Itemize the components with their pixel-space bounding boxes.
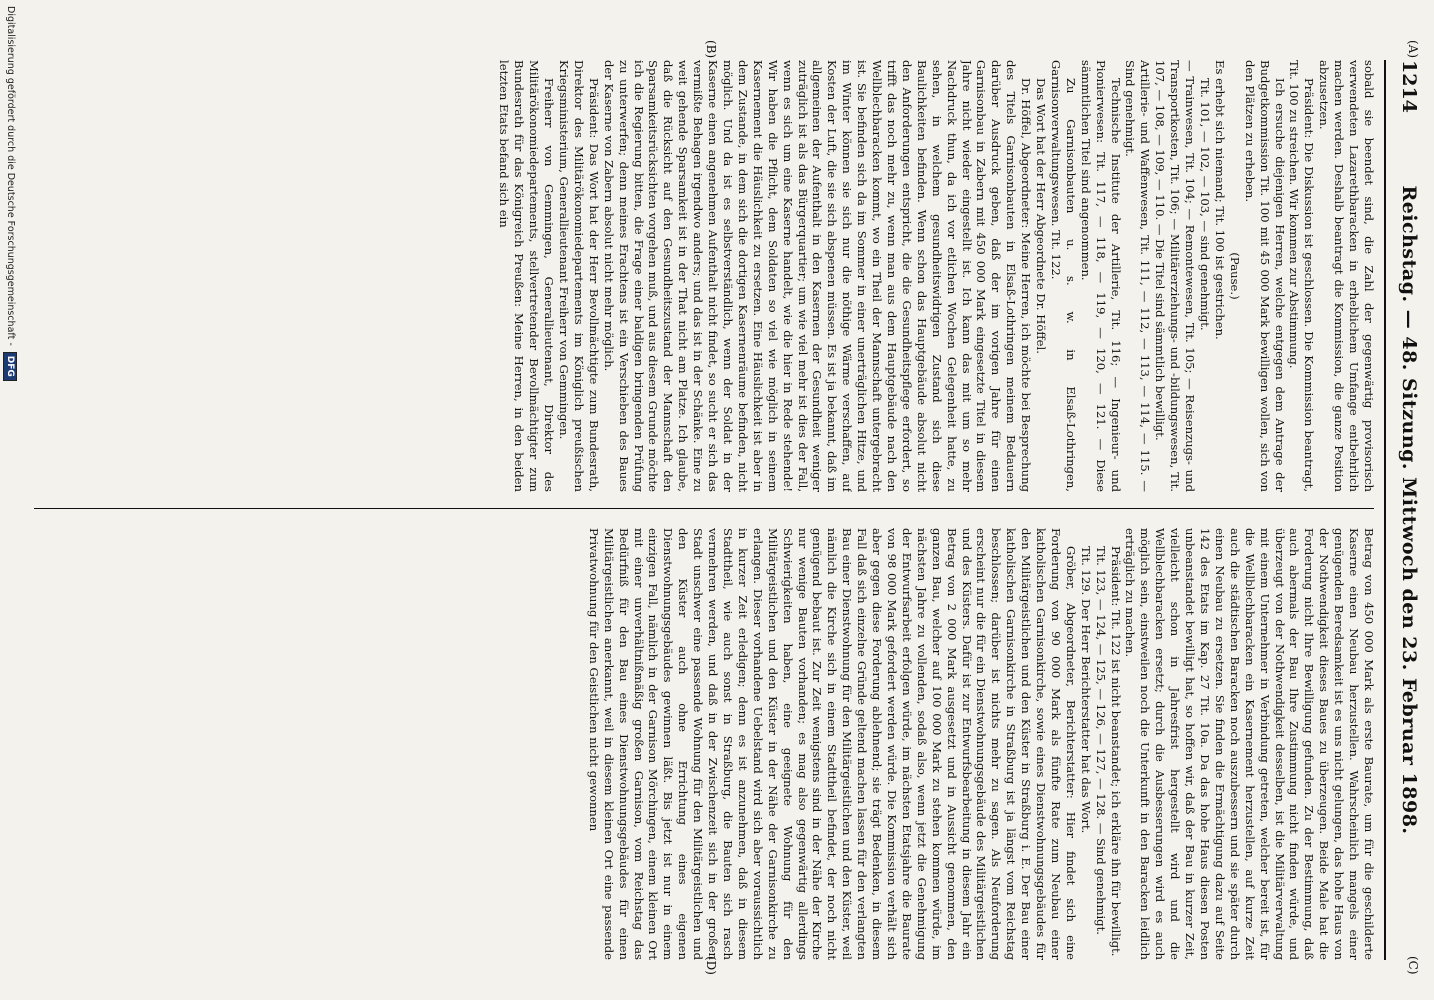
paragraph: Präsident: Das Wort hat der Herr Bevollmächtigte zum Bundesrath, Direktor des Militärökonomiedepartements im Königlich preußischen Kriegsministerium, Generallieutenant Freiherr von Gemmingen. [557, 60, 601, 492]
paragraph: Tit. 129. Der Herr Berichterstatter hat das Wort. [1078, 546, 1093, 834]
paragraph: Präsident: Die Diskussion ist geschlossen. Die Kommission beantragt, Tit. 100 zu streichen. Wir kommen zur Abstimmung. [1287, 60, 1317, 492]
running-title: Reichstag. — 48. Sitzung. Mittwoch den 23. Februar 1898. [1398, 185, 1420, 835]
margin-marker-b: (B) [704, 40, 718, 59]
paragraph: — Trainwesen, Tit. 104; — Remontewesen, Tit. 105; — Reisenzugs- und Transportkosten, Tit. 106; — Militärerziehungs- und -bildungswesen, Tit. 107, — 108, — 109, — 110. — Die Titel sind sämmtlich bewilligt. [1153, 60, 1198, 492]
margin-marker-a: (A) [1406, 40, 1420, 59]
paragraph: Das Wort hat der Herr Abgeordnete Dr. Höffel. [1034, 78, 1049, 354]
paragraph: Präsident: Tit. 122 ist nicht beanstandet; ich erkläre ihn für bewilligt. [1108, 546, 1123, 957]
paragraph: Zu Garnisonbauten u. s. w. in Elsaß-Lothringen, Garnisonverwaltungswesen. Tit. 122. [1048, 60, 1078, 492]
paragraph: Tit. 123, — 124, — 125, — 126, — 127, — 128. — Sind genehmigt. [1093, 546, 1108, 935]
paragraph: Tit. 101, — 102, — 103, — sind genehmigt. [1198, 78, 1213, 331]
paragraph: Technische Institute der Artillerie, Tit. 116; — Ingenieur- und Pionierwesen: Tit. 117, — 118, — 119, — 120, — 121. — Diese sämmtlichen Titel sind angenommen. [1078, 60, 1123, 492]
paragraph: sobald sie beendet sind, die Zahl der gegenwärtig provisorisch verwendeten Lazarethbaracken in erheblichem Umfange entbehrlich machen werden. Deshalb beantragt die Kommission, die ganze Position abzusetzen. [1317, 60, 1376, 492]
digitization-credit-strip [2, 6, 18, 994]
page-number: 1214 [1398, 60, 1420, 113]
paragraph: Es erhebt sich niemand; Tit. 100 ist gestrichen. [1212, 60, 1227, 340]
paragraph: Freiherr von Gemmingen, Generallieutenant, Direktor des Militärökonomiedepartements, stellvertretender Bevollmächtigter zum Bundesrath für das Königreich Preußen: Meine Herren, in den beiden letzten Etats befand sich ein [497, 60, 557, 492]
paragraph: Ich ersuche diejenigen Herren, welche entgegen dem Antrage der Budgetkommission Tit. 100 mit 45 000 Mark bewilligen wollen, sich von den Plätzen zu erheben. [1242, 60, 1287, 492]
paragraph: Dr. Höffel, Abgeordneter: Meine Herren, ich möchte bei Besprechung des Titels Garnisonbauten in Elsaß-Lothringen meinem Bedauern darüber Ausdruck geben, daß der im vorigen Jahre für einen Garnisonbau in Zabern mit 450 000 Mark eingesetzte Titel in diesem Jahre nicht wieder eingestellt ist. Ich kann das mit um so mehr Nachdruck thun, da ich vor etlichen Wochen Gelegenheit hatte, zu sehen, in welchem gesundheitswidrigen Zustand sich diese Baulichkeiten befinden. Wenn schon das Hauptgebäude absolut nicht den Anforderungen entspricht, die die Gesundheitspflege erfordert, so trifft das noch mehr zu, wenn man aus dem Hauptgebäude nach den Wellblechbaracken kommt, wo ein Theil der Mannschaft untergebracht ist. Sie befinden sich da im Sommer in einer unerträglichen Hitze, und im Winter können sie sich nur die nöthige Wärme verschaffen, auf Kosten der Luft, die sie sich abspenen müssen. Es ist ja bekannt, daß im allgemeinen der Aufenthalt in den Kasernen der Gesundheit weniger zuträglich ist als das Bürgerquartier; um wie viel mehr ist dies der Fall, wenn es sich um eine Kaserne handelt, wie die hier in Rede stehende! Wir haben die Pflicht, dem Soldaten so viel wie möglich in seinem Kasernement die Häuslichkeit zu ersetzen. Eine Häuslichkeit ist aber in dem Zustande, in dem sich die dortigen Kasernenräume befinden, nicht möglich. Und da ist es selbstverständlich, wenn der Soldat in der Kaserne einen angenehmen Aufenthalt nicht findet, so sucht er sich das vermißte Behagen irgendwo anders; und das ist in der Schänke. Eine zu weit gehende Sparsamkeit ist in der That nicht am Platze. Ich glaube, daß die Rücksicht auf den Gesundheitszustand der Mannschaft den Sparsamkeitsrücksichten vorgehen muß, und aus diesem Grunde möchte ich die Regierung bitten, die Frage einer baldigen bringenden Prüfung zu unterwerfen; denn meines Erachtens ist ein Verschieben des Baues der Kaserne von Zabern absolut nicht mehr möglich. [601, 60, 1034, 492]
credit-line: Digitalisierung gefördert durch die Deutsche Forschungsgemeinschaft - [5, 6, 16, 346]
right-column [31, 528, 1376, 960]
digitization-credit-text [2, 6, 18, 994]
paragraph: Gröber, Abgeordneter, Berichterstatter: Hier findet sich eine Forderung von 90 000 Mark als fünfte Rate zum Neubau einer katholischen Garnisonkirche, sowie eines Dienstwohnungsgebäudes für den Militärgeistlichen und den Küster in Straßburg i. E. Der Bau einer katholischen Garnisonkirche in Straßburg ist ja längst vom Reichstag beschlossen; darüber ist nichts mehr zu sagen. Als Neuforderung erscheint nur die für ein Dienstwohnungsgebäude des Militärgeistlichen und des Küsters. Dafür ist zur Entwurfsbearbeitung in diesem Jahr ein Betrag von 2 000 Mark ausgesetzt und in Aussicht genommen, den ganzen Bau, welcher auf 100 000 Mark zu stehen kommen würde, im nächsten Jahre zu vollenden, sodaß also, wenn jetzt die Genehmigung der Entwurfsarbeit erfolgen würde, im nächsten Etatsjahre die Baurate von 98 000 Mark gefordert werden würde. Die Kommission verhält sich aber gegen diese Forderung ablehnend; sie trägt Bedenken, in diesem Fall daß sich einzelne Gründe geltend machen lassen für den verlangten Bau einer Dienstwohnung für den Militärgeistlichen und den Küster, weil nämlich die Kirche sich in einem Stadttheil befindet, der noch nicht genügend bebaut ist. Zur Zeit wenigstens sind in der Nähe der Kirche nur wenige Bauten vorhanden; es mag also gegenwärtig allerdings Schwierigkeiten haben, eine geeignete Wohnung für den Militärgeistlichen und den Küster in der Nähe der Garnisonkirche zu erlangen. Dieser vorhandene Uebelstand wird sich aber voraussichtlich in kurzer Zeit erledigen; denn es ist anzunehmen, daß in diesem Stadttheil, wie auch sonst in Straßburg, die Bauten sich rasch vermehren werden, und daß in der Zwischenzeit sich in der großen Stadt unschwer eine passende Wohnung für den Militärgeistlichen und den Küster auch ohne Errichtung eines eigenen Dienstwohnungsgebäudes gewinnen läßt. Bis jetzt ist nur in einem einzigen Fall, nämlich in der Garnison Mörchingen, einem kleinen Ort mit einer unverhältnißmäßig großen Garnison, vom Reichstag das Bedürfniß für den Bau eines Dienstwohnungsgebäudes für einen Militärgeistlichen anerkannt, weil in diesem kleinen Ort eine passende Privatwohnung für den Geistlichen nicht gewonnen [586, 528, 1078, 960]
margin-marker-c: (C) [1406, 956, 1420, 975]
paragraph: (Pause.) [1227, 252, 1242, 300]
paragraph: Artillerie- und Waffenwesen, Tit. 111, — 112, — 113, — 114, — 115. — Sind genehmigt. [1123, 60, 1153, 492]
dfg-logo-icon: DFG [3, 352, 17, 381]
left-column [31, 60, 1376, 492]
margin-marker-d: (D) [704, 956, 718, 975]
page-header [1384, 60, 1426, 960]
column-divider [34, 508, 1374, 509]
paragraph: Betrag von 450 000 Mark als erste Baurate, um für die geschilderte Kaserne einen Neubau herzustellen. Wahrscheinlich mangels einer genügenden Beredsamkeit ist es uns nicht gelungen, das hohe Haus von der Nothwendigkeit dieses Baues zu überzeugen. Beide Male hat die Forderung nicht Ihre Bewilligung gefunden. Zu der Bestimmung, daß auch abermals der Bau Ihre Zustimmung nicht finden würde, und überzeugt von der Nothwendigkeit desselben, ist die Militärverwaltung mit einem Unternehmer in Verbindung getreten, welcher bereit ist, für die Wellblechbaracken ein Kasernement herzustellen, auf kurze Zeit auch die städtischen Baracken noch auszubessern und sie später durch einen Neubau zu ersetzen. Sie finden die Ermächtigung dazu auf Seite 142 des Etats im Kap. 27 Tit. 10a. Da das hohe Haus diesen Posten unbeanstandet bewilligt hat, so hoffen wir, daß der Bau in kurzer Zeit, vielleicht schon in Jahresfrist hergestellt wird und die Wellblechbaracken ersetzt; durch die Ausbesserungen wird es auch möglich sein, einstweilen noch die Unterkunft in den Baracken leidlich erträglich zu machen. [1123, 528, 1376, 960]
